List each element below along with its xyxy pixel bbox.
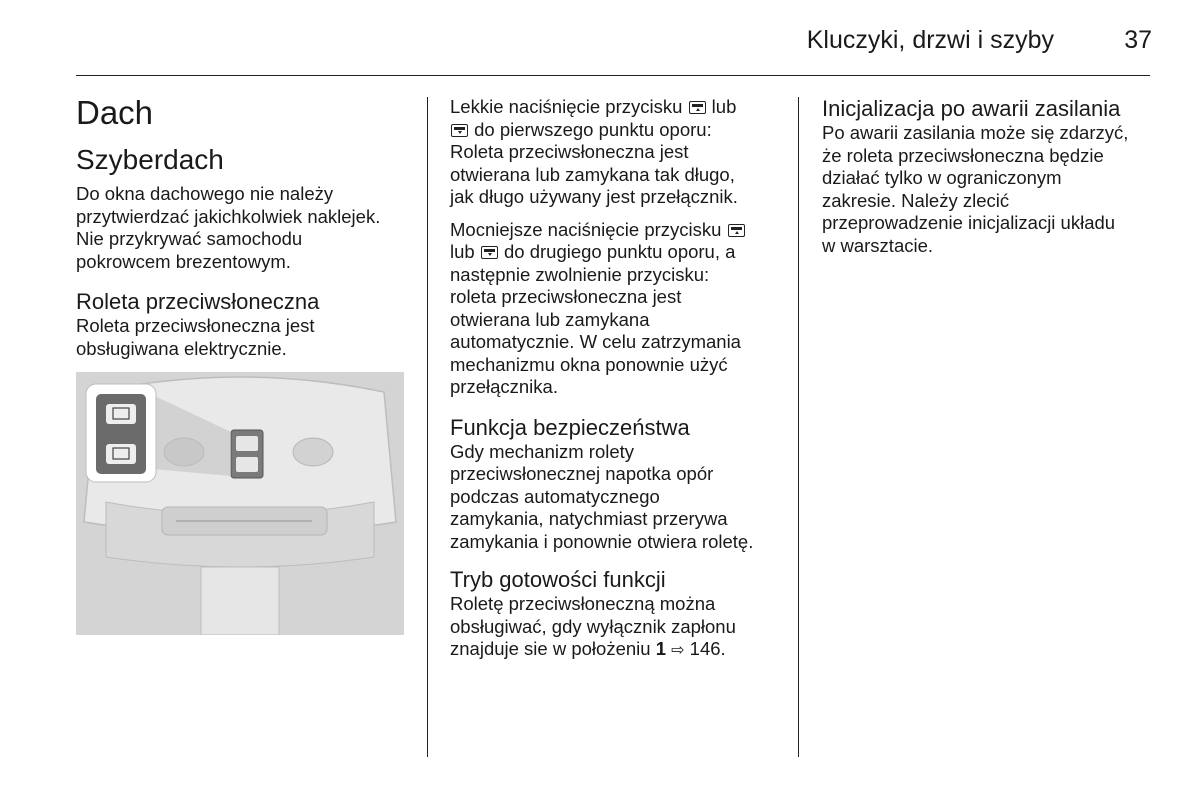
heading: Tryb gotowości funkcji [450,567,666,592]
page-number: 37 [1124,26,1152,54]
sunblind-open-icon [689,101,706,114]
column-divider [427,97,428,757]
heading: Funkcja bezpieczeństwa [450,414,690,440]
paragraph: Do okna dachowego nie należy przytwierdzać jakichkolwiek naklejek. Nie przykrywać samochodu pokrowcem brezentowym. [76,183,381,272]
header-title: Kluczyki, drzwi i szyby [806,26,1054,54]
sunblind-open-icon [728,224,745,237]
heading: Inicjalizacja po awarii zasilania [822,96,1121,121]
paragraph: Po awarii zasilania może się zdarzyć, że roleta przeciwsłoneczna będzie działać tylko w ograniczonym zakresie. Należy zlecić przeprowadzenie inicjalizacji układu w warsztacie. [822,122,1129,256]
column-right [822,96,1172,257]
column-middle [450,96,790,663]
heading: Roleta przeciwsłoneczna [76,289,320,314]
paragraph: Roletę przeciwsłoneczną można obsługiwać, gdy wyłącznik zapłonu znajduje sie w położeniu 1 ⇨ 146. [450,593,736,659]
page-reference: 146. [689,638,726,659]
ignition-position: 1 [655,638,666,659]
header-divider [76,75,1150,76]
page-reference-arrow-icon: ⇨ [671,642,685,659]
paragraph: Roleta przeciwsłoneczna jest obsługiwana elektrycznie. [76,315,315,359]
paragraph: Mocniejsze naciśnięcie przycisku lub do drugiego punktu oporu, a następnie zwolnienie przycisku: roleta przeciwsłoneczna jest otwierana lub zamykana automatycznie. W celu zatrzymania mechanizmu okna ponownie użyć przełącznika. [450,219,790,399]
column-left [76,93,416,360]
column-divider [798,97,799,757]
sunblind-close-icon [451,124,468,137]
paragraph: Lekkie naciśnięcie przycisku lub do pierwszego punktu oporu: Roleta przeciwsłoneczna jest otwierana lub zamykana tak długo, jak długo używany jest przełącznik. [450,96,738,207]
paragraph: Gdy mechanizm rolety przeciwsłonecznej napotka opór podczas automatycznego zamykania, natychmiast przerywa zamykania i ponownie otwiera roletę. [450,440,754,552]
sunblind-switch-illustration [76,372,404,635]
subsection-title: Szyberdach [76,144,224,175]
sunblind-close-icon [481,246,498,259]
section-title: Dach [76,94,154,131]
